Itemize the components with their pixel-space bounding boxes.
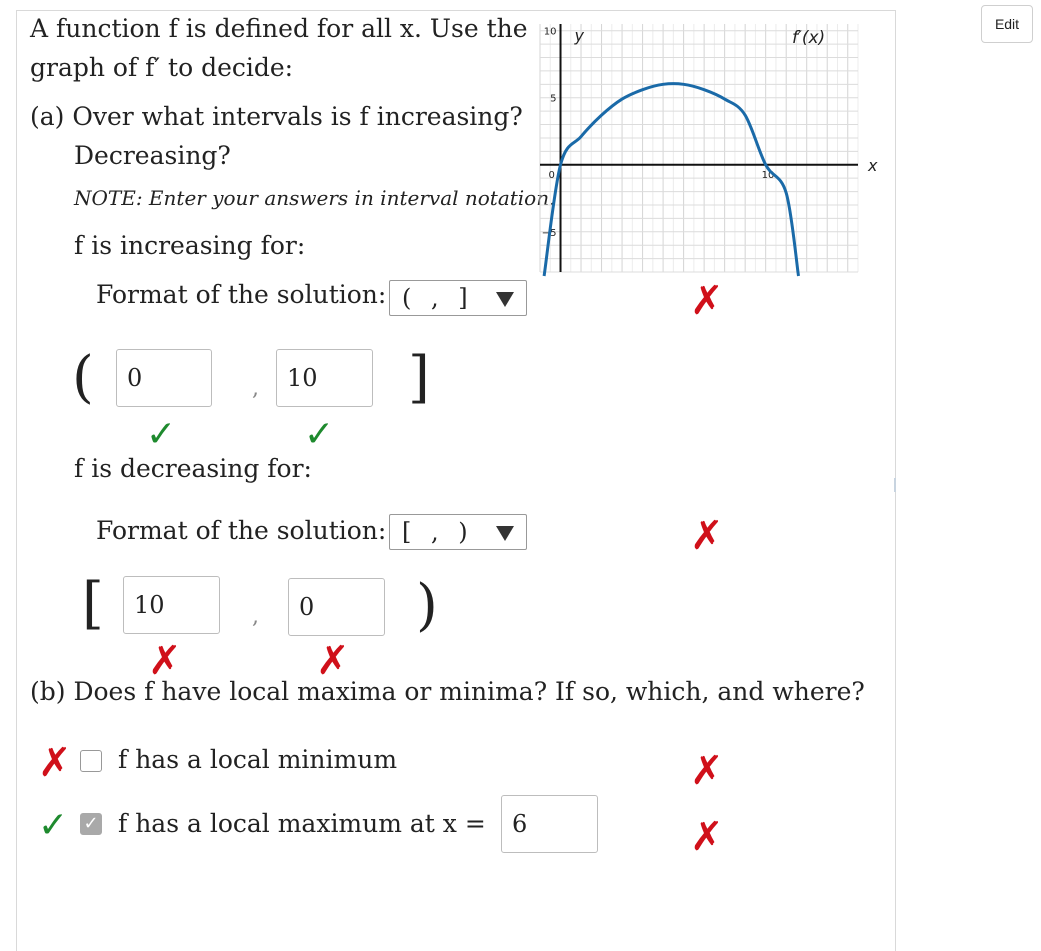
local-minimum-checkbox[interactable] [80,750,102,772]
question-intro-line1: A function f is defined for all x. Use the [30,14,528,43]
increasing-format-select[interactable] [389,280,527,316]
interval-note: NOTE: Enter your answers in interval notation. [74,186,556,210]
increasing-format-value: ( , ] [402,284,474,312]
part-a-line1: (a) Over what intervals is f increasing? [30,102,523,131]
increasing-open-bracket: ( [72,345,94,410]
decreasing-left-incorrect-icon: ✗ [148,638,182,684]
decreasing-left-input[interactable]: 10 [123,576,220,634]
increasing-close-bracket: ] [408,345,430,410]
origin-label: 0 [548,169,555,181]
option-1-row-incorrect-icon: ✗ [690,748,724,794]
y-tick-label: −5 [541,227,557,239]
part-a-line2: Decreasing? [74,141,231,170]
format-label-decreasing: Format of the solution: [96,516,387,545]
decreasing-format-select[interactable] [389,514,527,550]
increasing-left-correct-icon: ✓ [146,414,177,455]
derivative-curve [541,84,798,276]
decreasing-right-incorrect-icon: ✗ [316,638,350,684]
y-tick-label: 10 [543,26,557,38]
dropdown-caret-icon [496,292,514,307]
decreasing-right-input[interactable]: 0 [288,578,385,636]
x-tick-label: 10 [761,169,775,181]
graph-title: f′(x) [792,28,826,48]
increasing-right-input[interactable]: 10 [276,349,373,407]
edit-button[interactable]: Edit [981,5,1033,43]
y-axis-label: y [574,26,584,45]
x-axis-label: x [868,155,878,175]
local-maximum-label: f has a local maximum at x = [118,809,486,838]
option-1-incorrect-icon: ✗ [38,740,72,786]
decreasing-format-incorrect-icon: ✗ [690,513,724,559]
decreasing-open-bracket: [ [82,571,104,636]
increasing-format-incorrect-icon: ✗ [690,278,724,324]
question-intro-line2: graph of f′ to decide: [30,53,294,82]
option-2-row-incorrect-icon: ✗ [690,814,724,860]
increasing-separator: , [252,376,259,401]
local-maximum-x-input[interactable]: 6 [501,795,598,853]
decreasing-separator: , [252,604,259,629]
format-label-increasing: Format of the solution: [96,280,387,309]
y-tick-label: 5 [550,93,557,105]
decreasing-close-bracket: ) [416,573,438,638]
increasing-left-input[interactable]: 0 [116,349,212,407]
panel-edge-marker [894,478,896,492]
decreasing-label: f is decreasing for: [74,454,312,483]
increasing-label: f is increasing for: [74,231,306,260]
local-minimum-label: f has a local minimum [118,745,398,774]
increasing-right-correct-icon: ✓ [304,414,335,455]
local-maximum-checkbox[interactable]: ✓ [80,813,102,835]
derivative-graph [540,24,878,272]
part-b-question: (b) Does f have local maxima or minima? If so, which, and where? [30,677,865,706]
dropdown-caret-icon [496,526,514,541]
graph-axes [540,24,858,272]
graph-grid [540,24,858,272]
decreasing-format-value: [ , ) [402,518,474,546]
option-2-correct-icon: ✓ [38,805,69,846]
